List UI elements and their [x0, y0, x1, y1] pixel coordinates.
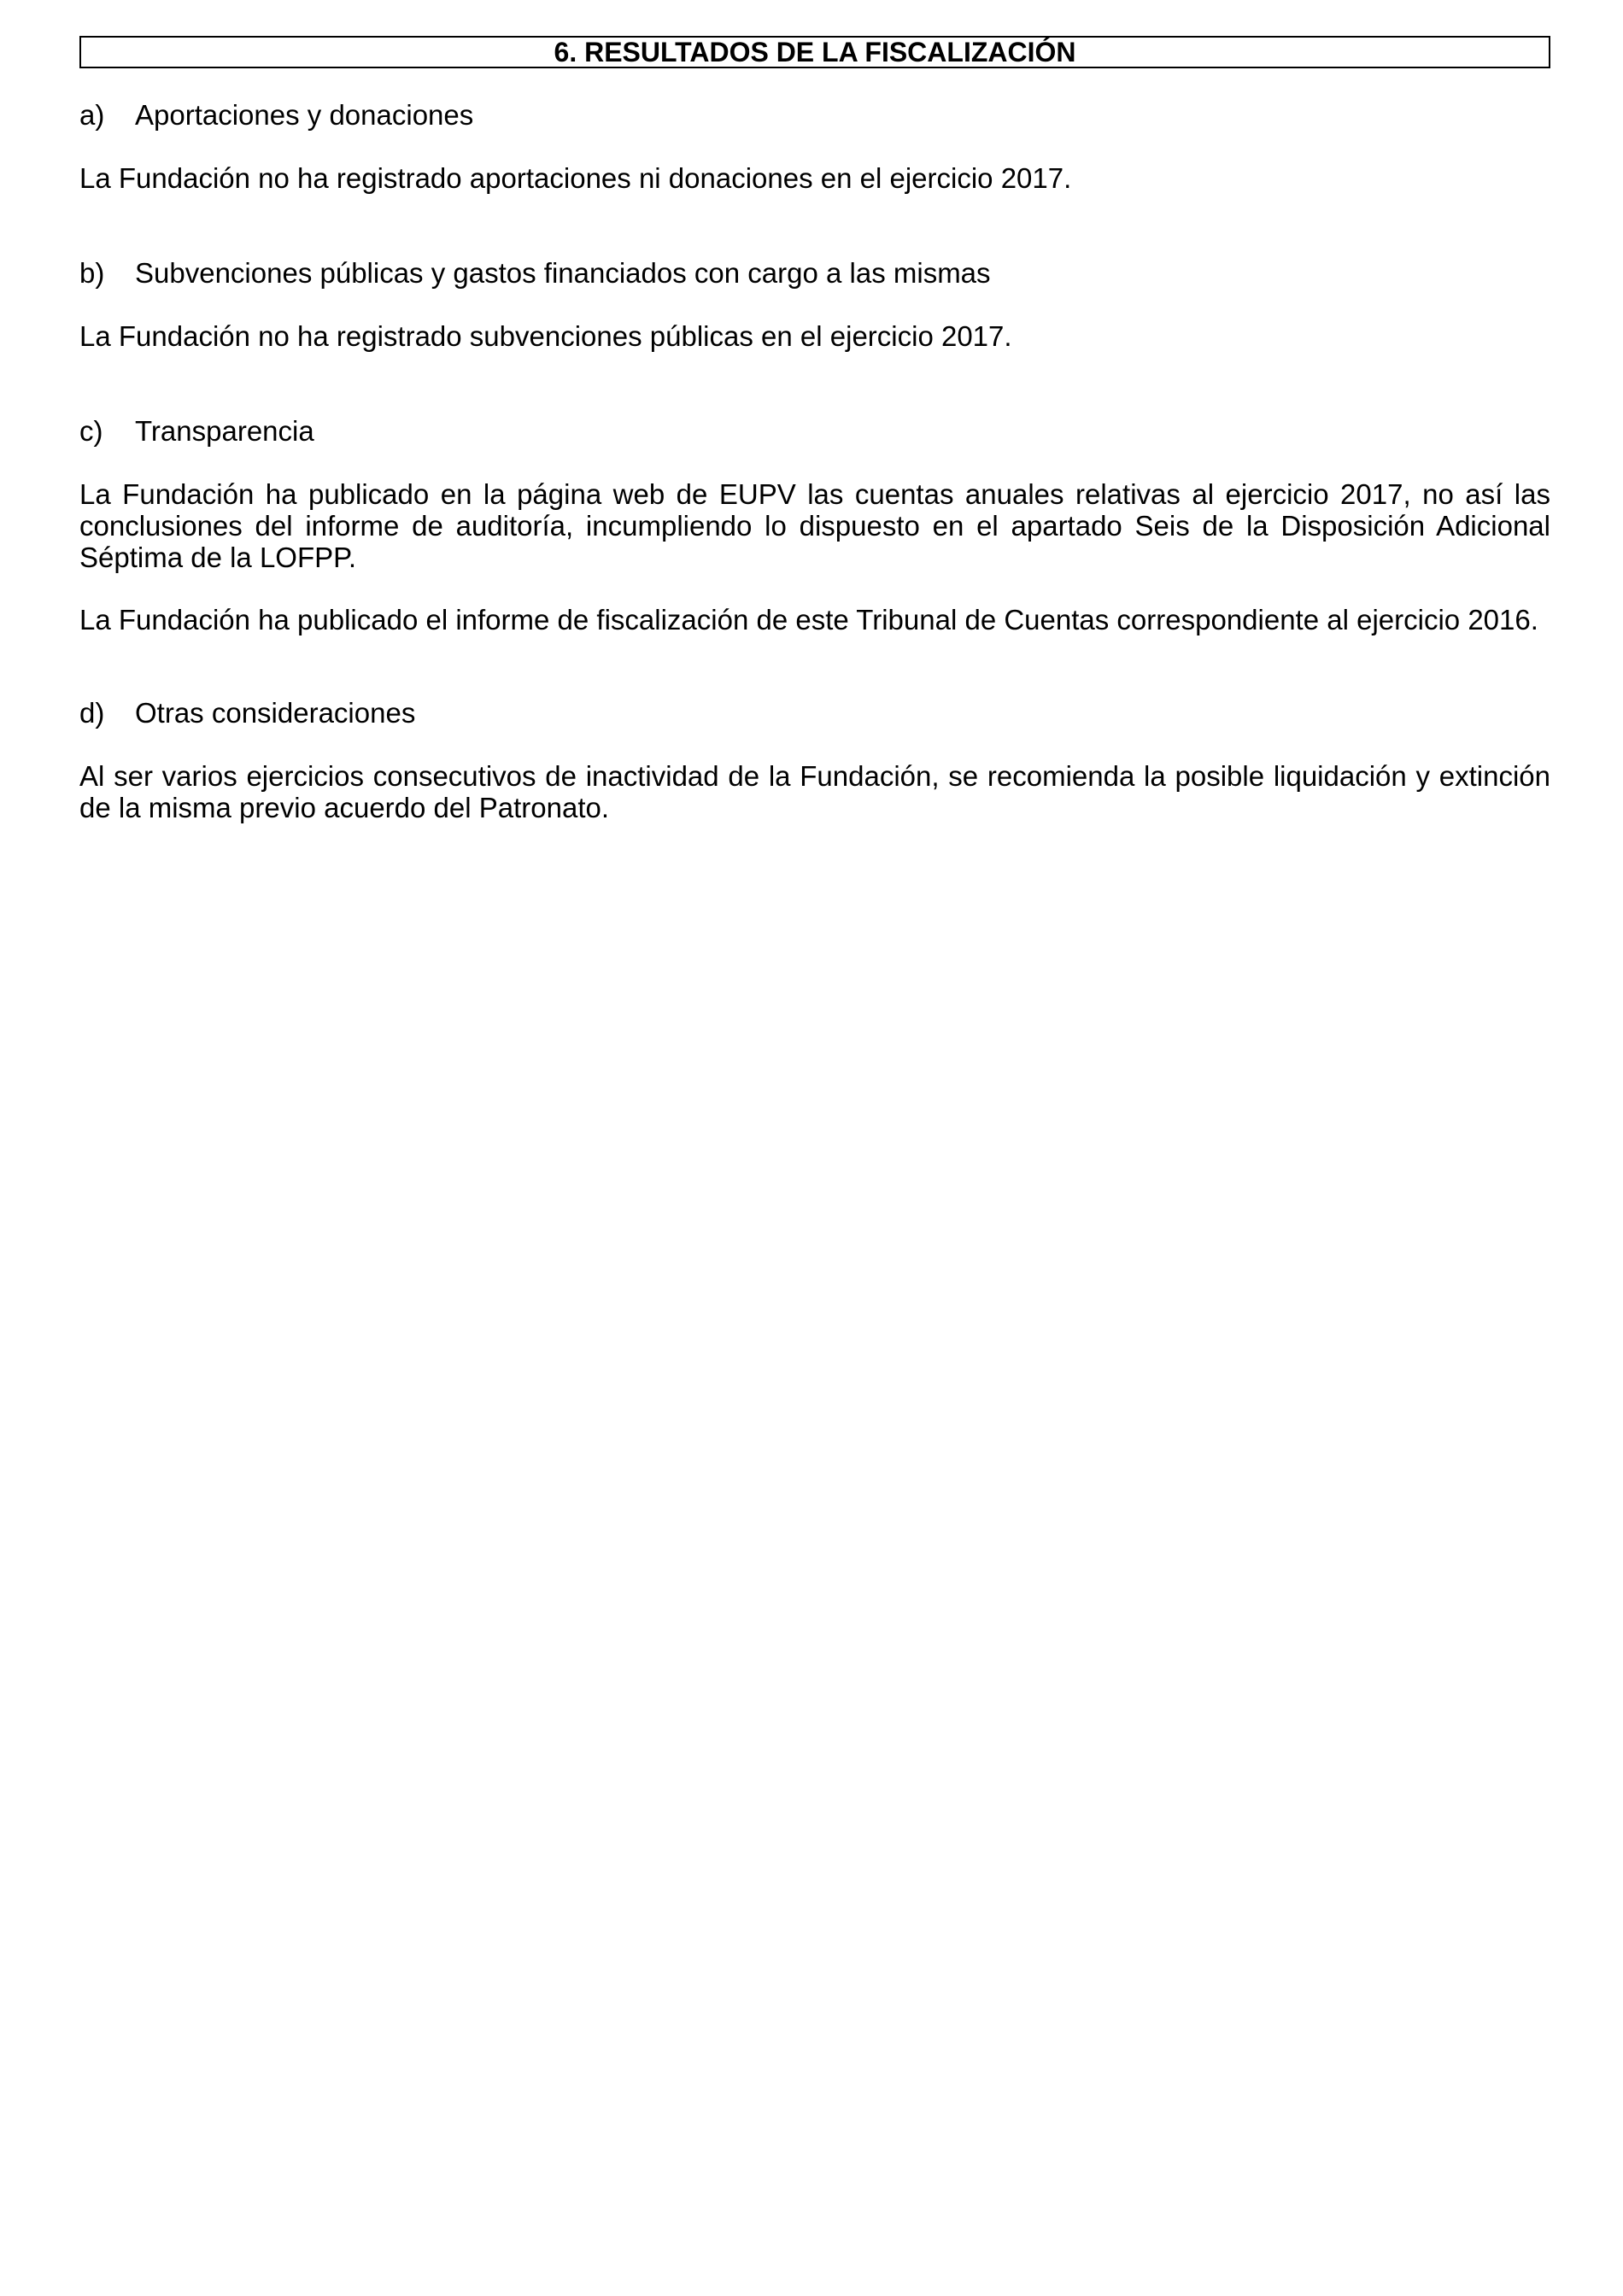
- document-page: [79, 36, 1550, 823]
- paragraph: Al ser varios ejercicios consecutivos de inactividad de la Fundación, se recomienda la posible liquidación y extinción de la misma previo acuerdo del Patronato.: [79, 760, 1550, 823]
- section-heading-text: Aportaciones y donaciones: [135, 99, 474, 131]
- section-heading-d: [79, 697, 1550, 729]
- section-letter: b): [79, 257, 105, 289]
- section-title: 6. RESULTADOS DE LA FISCALIZACIÓN: [79, 36, 1550, 68]
- section-heading-text: Subvenciones públicas y gastos financiados con cargo a las mismas: [135, 257, 991, 289]
- paragraph: La Fundación no ha registrado subvenciones públicas en el ejercicio 2017.: [79, 320, 1012, 352]
- section-heading-text: Otras consideraciones: [135, 697, 416, 729]
- section-letter: c): [79, 415, 103, 447]
- section-heading-text: Transparencia: [135, 415, 314, 447]
- section-heading-a: [79, 99, 1550, 132]
- section-letter: a): [79, 99, 105, 131]
- paragraph: La Fundación ha publicado el informe de fiscalización de este Tribunal de Cuentas correspondiente al ejercicio 2016.: [79, 604, 1538, 636]
- section-heading-c: [79, 415, 1550, 448]
- section-heading-b: [79, 257, 1550, 290]
- paragraph: La Fundación no ha registrado aportaciones ni donaciones en el ejercicio 2017.: [79, 162, 1072, 194]
- section-letter: d): [79, 697, 105, 729]
- paragraph: La Fundación ha publicado en la página web de EUPV las cuentas anuales relativas al ejercicio 2017, no así las conclusiones del informe de auditoría, incumpliendo lo dispuesto en el apartado Seis de la Disposición Adicional Séptima de la LOFPP.: [79, 478, 1550, 573]
